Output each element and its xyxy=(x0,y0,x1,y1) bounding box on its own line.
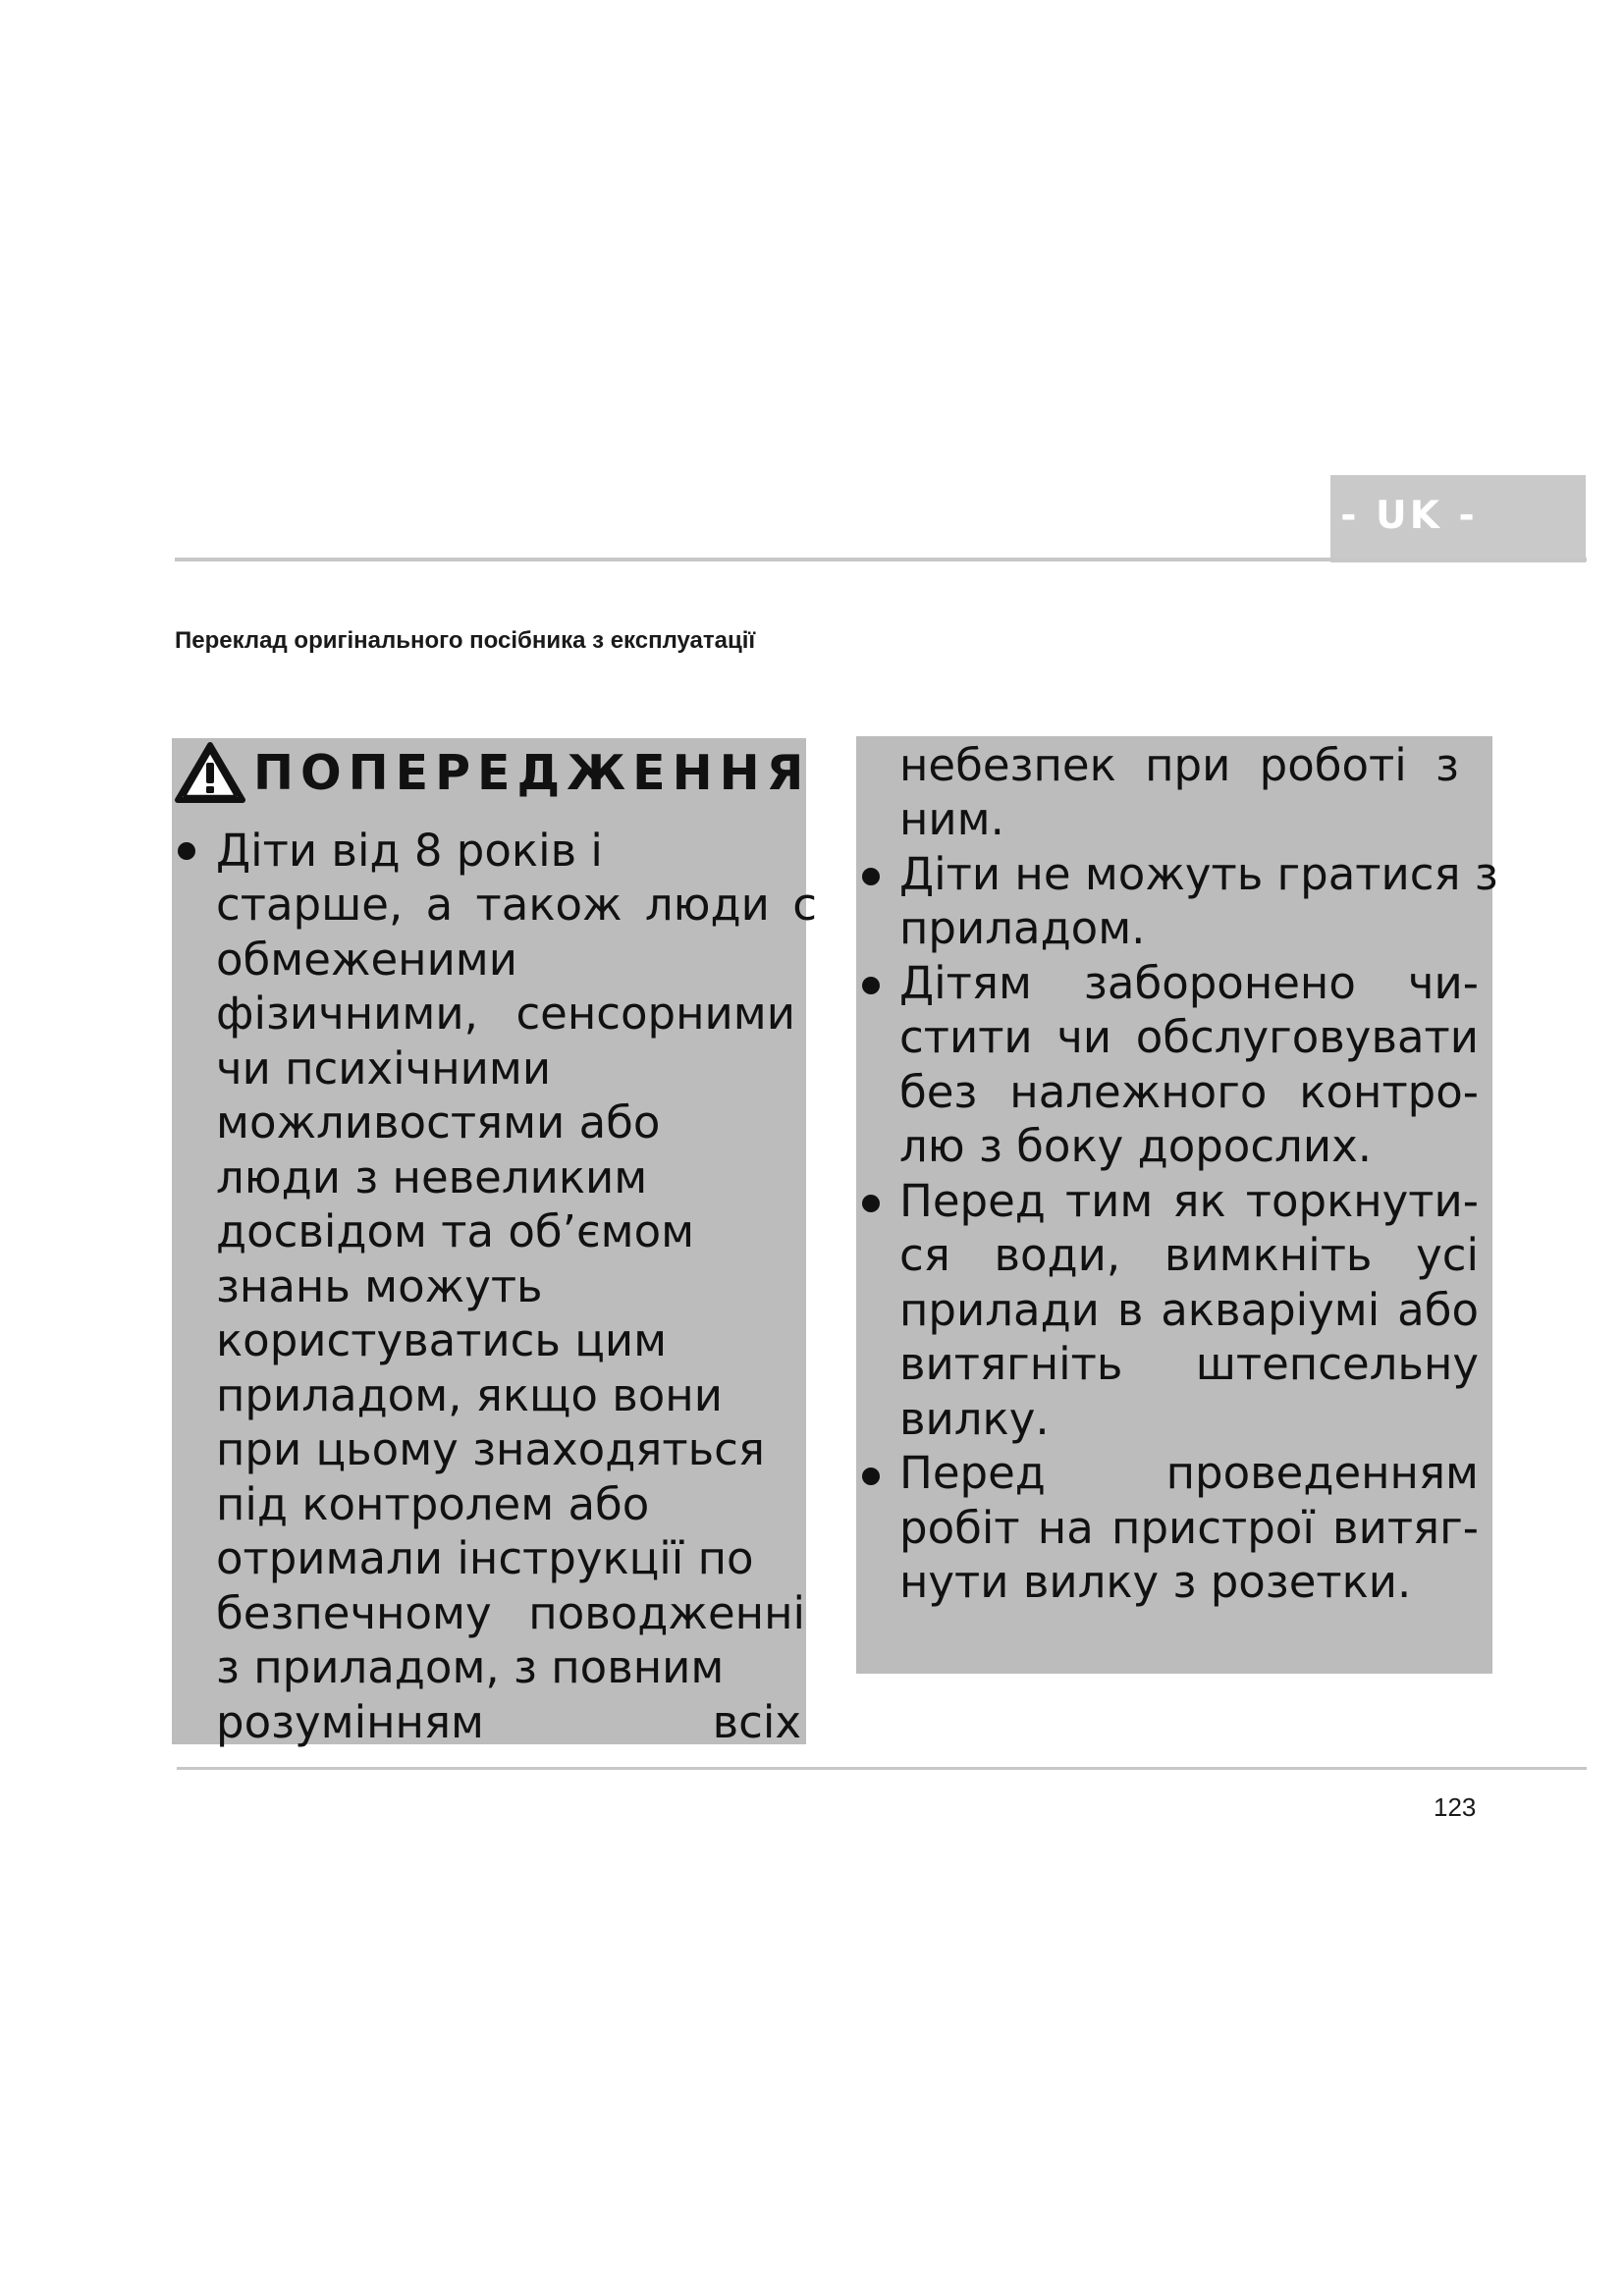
warning-title: ПОПЕРЕДЖЕННЯ xyxy=(253,744,811,801)
text-line: без належного контро- xyxy=(899,1066,1479,1118)
text-line: обмеженими xyxy=(216,934,518,986)
warning-heading xyxy=(175,738,810,807)
text-line: Діти не можуть гратися з xyxy=(899,848,1498,900)
text-line: з приладом, з повним xyxy=(216,1641,725,1693)
text-line: прилади в акваріумі або xyxy=(899,1284,1479,1336)
text-line: досвідом та об’ємом xyxy=(216,1205,695,1257)
bullet-point xyxy=(862,977,880,994)
text-line: старше, а також люди с xyxy=(216,879,817,931)
text-line: чи психічними xyxy=(216,1042,552,1095)
footer-rule xyxy=(177,1767,1587,1770)
text-line: Перед проведенням xyxy=(899,1447,1479,1499)
text-line: приладом, якщо вони xyxy=(216,1369,723,1421)
text-line: ся води, вимкніть усі xyxy=(899,1229,1479,1281)
text-line: при цьому знаходяться xyxy=(216,1423,765,1475)
text-line: стити чи обслуговувати xyxy=(899,1011,1479,1063)
page-number: 123 xyxy=(1434,1792,1477,1822)
header-rule xyxy=(175,558,1587,561)
text-line: Діти від 8 років і xyxy=(216,825,603,877)
text-line: безпечному поводженні xyxy=(216,1587,805,1639)
text-line: вилку. xyxy=(899,1393,1050,1445)
bullet-point xyxy=(862,1468,880,1485)
text-line: ним. xyxy=(899,793,1004,845)
bullet-point xyxy=(862,1195,880,1212)
text-line: робіт на пристрої витяг- xyxy=(899,1502,1479,1554)
text-line: користуватись цим xyxy=(216,1314,668,1366)
text-line: лю з боку дорослих. xyxy=(899,1120,1373,1172)
document-subtitle: Переклад оригінального посібника з експлуатації xyxy=(175,627,756,654)
text-line: під контролем або xyxy=(216,1478,650,1530)
text-line: приладом. xyxy=(899,902,1146,954)
language-code: - UK - xyxy=(1340,494,1478,538)
text-line: витягніть штепсельну xyxy=(899,1338,1479,1390)
language-tab xyxy=(1330,475,1586,562)
bullet-point xyxy=(178,842,195,860)
text-line: Дітям заборонено чи- xyxy=(899,957,1479,1009)
text-line: розумінням всіх xyxy=(216,1696,801,1748)
text-line: небезпек при роботі з xyxy=(899,739,1459,791)
text-line: знань можуть xyxy=(216,1260,543,1312)
text-line: люди з невеликим xyxy=(216,1151,648,1203)
text-line: нути вилку з розетки. xyxy=(899,1556,1412,1608)
text-line: отримали інструкції по xyxy=(216,1532,754,1584)
text-line: можливостями або xyxy=(216,1096,661,1148)
warning-triangle-icon xyxy=(175,741,245,804)
bullet-point xyxy=(862,868,880,885)
text-line: Перед тим як торкнути- xyxy=(899,1175,1479,1227)
text-line: фізичними, сенсорними xyxy=(216,988,795,1040)
